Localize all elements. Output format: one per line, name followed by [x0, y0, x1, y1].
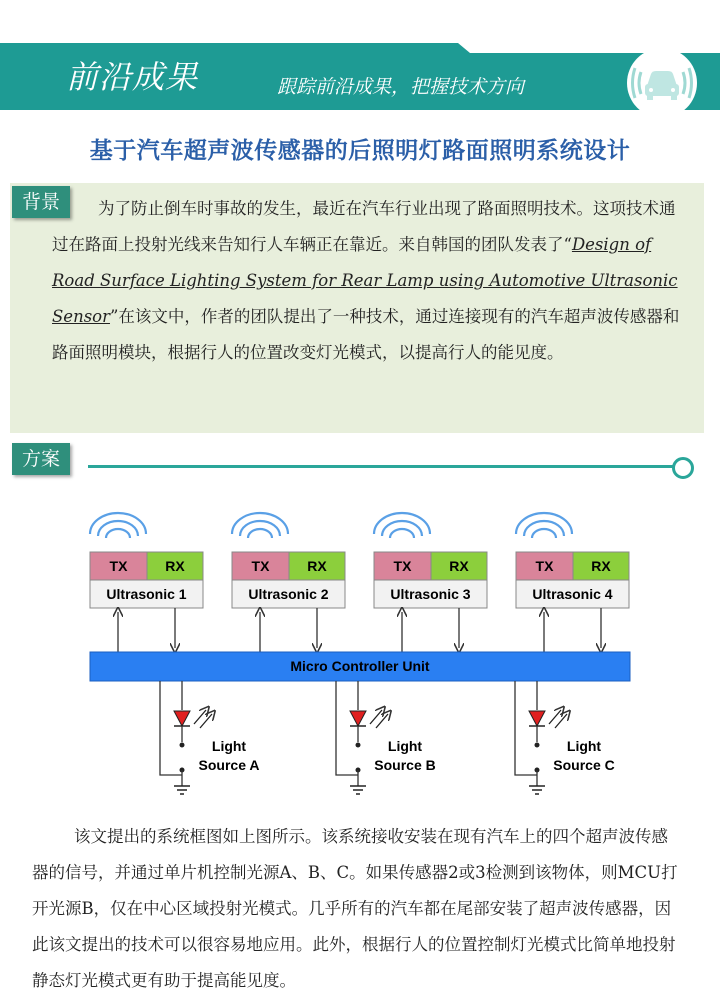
- rx-label: RX: [307, 558, 327, 574]
- background-label: 背景: [12, 186, 70, 218]
- switch-contact: [356, 743, 361, 748]
- light-label-line1: Light: [387, 738, 423, 754]
- mcu-label: Micro Controller Unit: [290, 658, 430, 674]
- background-text-2: ”在该文中，作者的团队提出了一种技术，通过连接现有的汽车超声波传感器和路面照明模块，根据行人的位置改变灯光模式，以提高行人的能见度。: [52, 307, 680, 362]
- sensor-3: [374, 513, 487, 652]
- rx-label: RX: [165, 558, 185, 574]
- switch-contact: [535, 743, 540, 748]
- wire: [336, 681, 358, 775]
- plan-paragraph: 该文提出的系统框图如上图所示。该系统接收安装在现有汽车上的四个超声波传感器的信号，并通过单片机控制光源A、B、C。如果传感器2或3检测到该物体，则MCU打开光源B，仅在中心区域投射光模式。几乎所有的汽车都在尾部安装了超声波传感器，因此该文提出的技术可以很容易地应用。此外，根据行人的位置控制灯光模式比简单地投射静态灯光模式更有助于提高能见度。: [32, 827, 678, 990]
- system-block-diagram: [0, 470, 720, 815]
- tx-label: TX: [535, 558, 554, 574]
- signal-wave-icon: [532, 529, 556, 538]
- light-label-line2: Source C: [553, 757, 615, 773]
- light-source-B: [336, 681, 436, 794]
- rx-label: RX: [591, 558, 611, 574]
- sensor-2: [232, 513, 345, 652]
- signal-wave-icon: [248, 529, 272, 538]
- sensor-name: Ultrasonic 2: [248, 586, 329, 602]
- light-source-C: [515, 681, 615, 794]
- light-ray-icon: [376, 714, 388, 728]
- light-ray-icon: [549, 710, 561, 724]
- light-label-line1: Light: [566, 738, 602, 754]
- signal-wave-icon: [106, 529, 130, 538]
- background-paragraph: [52, 191, 684, 371]
- sensor-name: Ultrasonic 3: [390, 586, 471, 602]
- slogan: 跟踪前沿成果，把握技术方向: [277, 76, 525, 98]
- light-label-line2: Source A: [198, 757, 260, 773]
- wire: [160, 681, 182, 775]
- plan-label: 方案: [12, 443, 70, 475]
- tx-label: TX: [251, 558, 270, 574]
- car-icon: [625, 46, 699, 120]
- sensor-name: Ultrasonic 1: [106, 586, 187, 602]
- switch-contact: [180, 743, 185, 748]
- light-ray-icon: [194, 710, 206, 724]
- light-ray-icon: [370, 710, 382, 724]
- light-source-A: [160, 681, 259, 794]
- tx-label: TX: [109, 558, 128, 574]
- sensor-4: [516, 513, 629, 652]
- section-title: 前沿成果: [66, 58, 199, 96]
- section-divider: [88, 465, 674, 468]
- led-icon: [350, 711, 366, 726]
- wire: [515, 681, 537, 775]
- article-title: 基于汽车超声波传感器的后照明灯路面照明系统设计: [89, 137, 631, 164]
- light-ray-icon: [200, 714, 212, 728]
- light-label-line2: Source B: [374, 757, 436, 773]
- background-text-1: 为了防止倒车时事故的发生，最近在汽车行业出现了路面照明技术。这项技术通过在路面上投射光线来告知行人车辆正在靠近。来自韩国的团队发表了“: [52, 199, 676, 254]
- light-ray-icon: [555, 714, 567, 728]
- tx-label: TX: [393, 558, 412, 574]
- sensor-1: [90, 513, 203, 652]
- signal-wave-icon: [390, 529, 414, 538]
- sensor-name: Ultrasonic 4: [532, 586, 613, 602]
- light-label-line1: Light: [211, 738, 247, 754]
- led-icon: [174, 711, 190, 726]
- paper-title: Design of Road Surface Lighting System for Rear Lamp using Automotive Ultrasonic Sensor: [52, 235, 678, 326]
- led-icon: [529, 711, 545, 726]
- rx-label: RX: [449, 558, 469, 574]
